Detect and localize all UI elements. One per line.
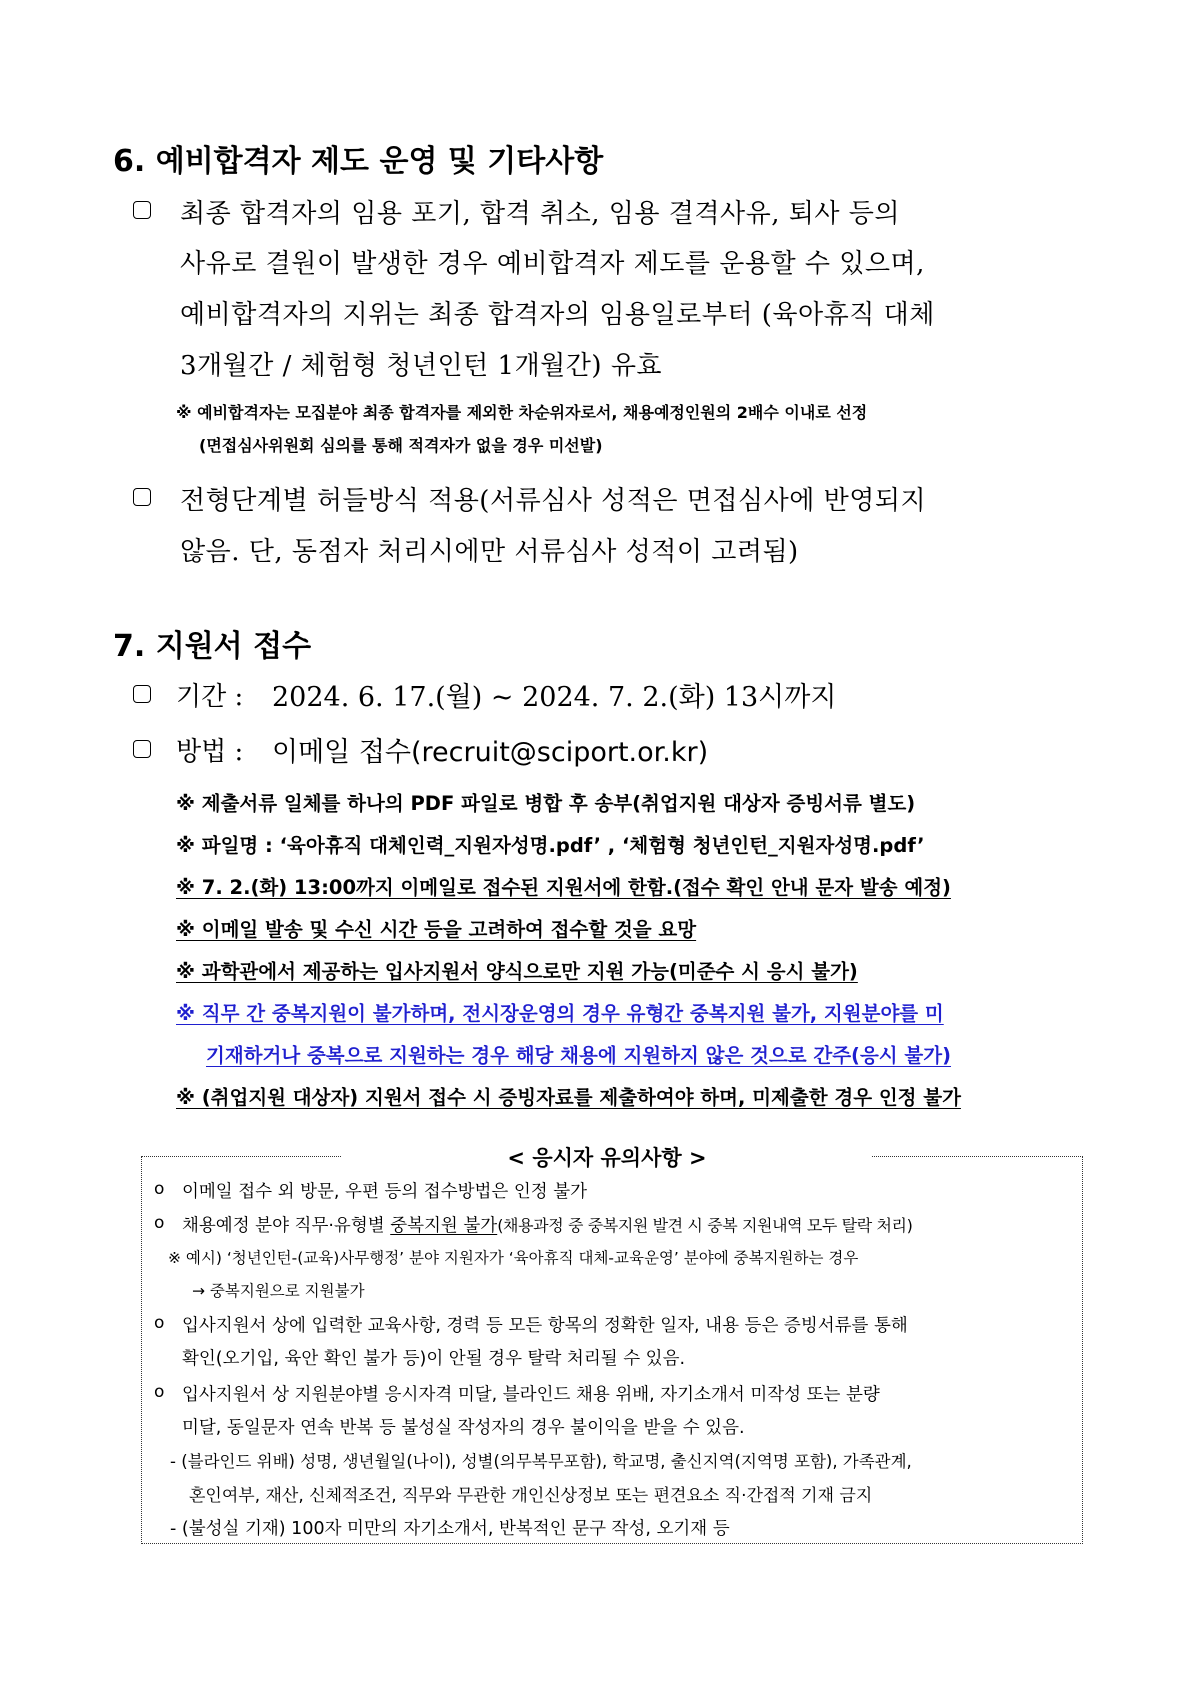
paragraph-line: 최종 합격자의 임용 포기, 합격 취소, 임용 결격사유, 퇴사 등의 <box>180 199 900 229</box>
bullet-icon: ο <box>154 1213 165 1233</box>
section-7-heading: 7. 지원서 접수 <box>113 629 312 664</box>
paragraph-line: 3개월간 / 체험형 청년인턴 1개월간) 유효 <box>180 351 663 381</box>
checkbox-icon <box>133 685 151 703</box>
caution-example-result: → 중복지원으로 지원불가 <box>192 1282 365 1300</box>
note-line: ※ 직무 간 중복지원이 불가하며, 전시장운영의 경우 유형간 중복지원 불가, 지원분야를 미 <box>176 1002 944 1025</box>
note-line: ※ 예비합격자는 모집분야 최종 합격자를 제외한 차순위자로서, 채용예정인원의 2배수 이내로 선정 <box>176 403 868 422</box>
bullet-icon: ο <box>154 1179 165 1199</box>
caution-example: ※ 예시) ‘청년인턴-(교육)사무행정’ 분야 지원자가 ‘육아휴직 대체-교육운영’ 분야에 중복지원하는 경우 <box>168 1249 859 1267</box>
note-line: 기재하거나 중복으로 지원하는 경우 해당 채용에 지원하지 않은 것으로 간주(응시 불가) <box>206 1044 952 1067</box>
period-label: 기간 : <box>176 682 244 712</box>
bullet-icon: ο <box>154 1382 165 1402</box>
note-line: ※ 제출서류 일체를 하나의 PDF 파일로 병합 후 송부(취업지원 대상자 증빙서류 별도) <box>176 792 916 815</box>
note-line: ※ 7. 2.(화) 13:00까지 이메일로 접수된 지원서에 한함.(접수 확인 안내 문자 발송 예정) <box>176 876 951 899</box>
caution-item-suffix: (채용과정 중 중복지원 발견 시 중복 지원내역 모두 탈락 처리) <box>497 1216 913 1235</box>
bullet-icon: ο <box>154 1313 165 1333</box>
caution-item: 미달, 동일문자 연속 반복 등 불성실 작성자의 경우 불이익을 받을 수 있음. <box>182 1418 745 1438</box>
caution-subitem: 혼인여부, 재산, 신체적조건, 직무와 무관한 개인신상정보 또는 편견요소 직·간접적 기재 금지 <box>189 1486 873 1506</box>
paragraph-line: 않음. 단, 동점자 처리시에만 서류심사 성적이 고려됨) <box>180 537 799 567</box>
paragraph-line: 전형단계별 허들방식 적용(서류심사 성적은 면접심사에 반영되지 <box>180 486 927 516</box>
paragraph-line: 예비합격자의 지위는 최종 합격자의 임용일로부터 (육아휴직 대체 <box>180 300 935 330</box>
note-line: (면접심사위원회 심의를 통해 적격자가 없을 경우 미선발) <box>199 436 603 455</box>
checkbox-icon <box>133 488 151 506</box>
paragraph-line: 사유로 결원이 발생한 경우 예비합격자 제도를 운용할 수 있으며, <box>180 249 925 279</box>
caution-item <box>182 1212 912 1237</box>
caution-item-prefix: 채용예정 분야 직무·유형별 <box>182 1216 391 1236</box>
note-line: ※ 파일명 : ‘육아휴직 대체인력_지원자성명.pdf’ , ‘체험형 청년인턴_지원자성명.pdf’ <box>176 834 925 857</box>
caution-item: 입사지원서 상 지원분야별 응시자격 미달, 블라인드 채용 위배, 자기소개서 미작성 또는 분량 <box>182 1385 880 1405</box>
caution-subitem: - (블라인드 위배) 성명, 생년월일(나이), 성별(의무복무포함), 학교명, 출신지역(지역명 포함), 가족관계, <box>170 1452 912 1471</box>
checkbox-icon <box>133 201 151 219</box>
method-label: 방법 : <box>176 737 244 767</box>
note-line: ※ 과학관에서 제공하는 입사지원서 양식으로만 지원 가능(미준수 시 응시 불가) <box>176 960 858 983</box>
section-6-heading: 6. 예비합격자 제도 운영 및 기타사항 <box>113 144 604 179</box>
checkbox-icon <box>133 740 151 758</box>
note-line: ※ (취업지원 대상자) 지원서 접수 시 증빙자료를 제출하여야 하며, 미제출한 경우 인정 불가 <box>176 1086 961 1109</box>
method-value: 이메일 접수(recruit@sciport.or.kr) <box>272 737 709 768</box>
caution-item: 이메일 접수 외 방문, 우편 등의 접수방법은 인정 불가 <box>182 1182 588 1202</box>
caution-subitem: - (불성실 기재) 100자 미만의 자기소개서, 반복적인 문구 작성, 오기재 등 <box>170 1519 730 1539</box>
caution-title: < 응시자 유의사항 > <box>342 1142 872 1172</box>
caution-item-underlined: 중복지원 불가 <box>390 1216 498 1236</box>
note-line: ※ 이메일 발송 및 수신 시간 등을 고려하여 접수할 것을 요망 <box>176 918 697 941</box>
caution-item: 확인(오기입, 육안 확인 불가 등)이 안될 경우 탈락 처리될 수 있음. <box>182 1349 686 1369</box>
period-value: 2024. 6. 17.(월) ~ 2024. 7. 2.(화) 13시까지 <box>272 682 837 713</box>
caution-item: 입사지원서 상에 입력한 교육사항, 경력 등 모든 항목의 정확한 일자, 내용 등은 증빙서류를 통해 <box>182 1316 908 1336</box>
